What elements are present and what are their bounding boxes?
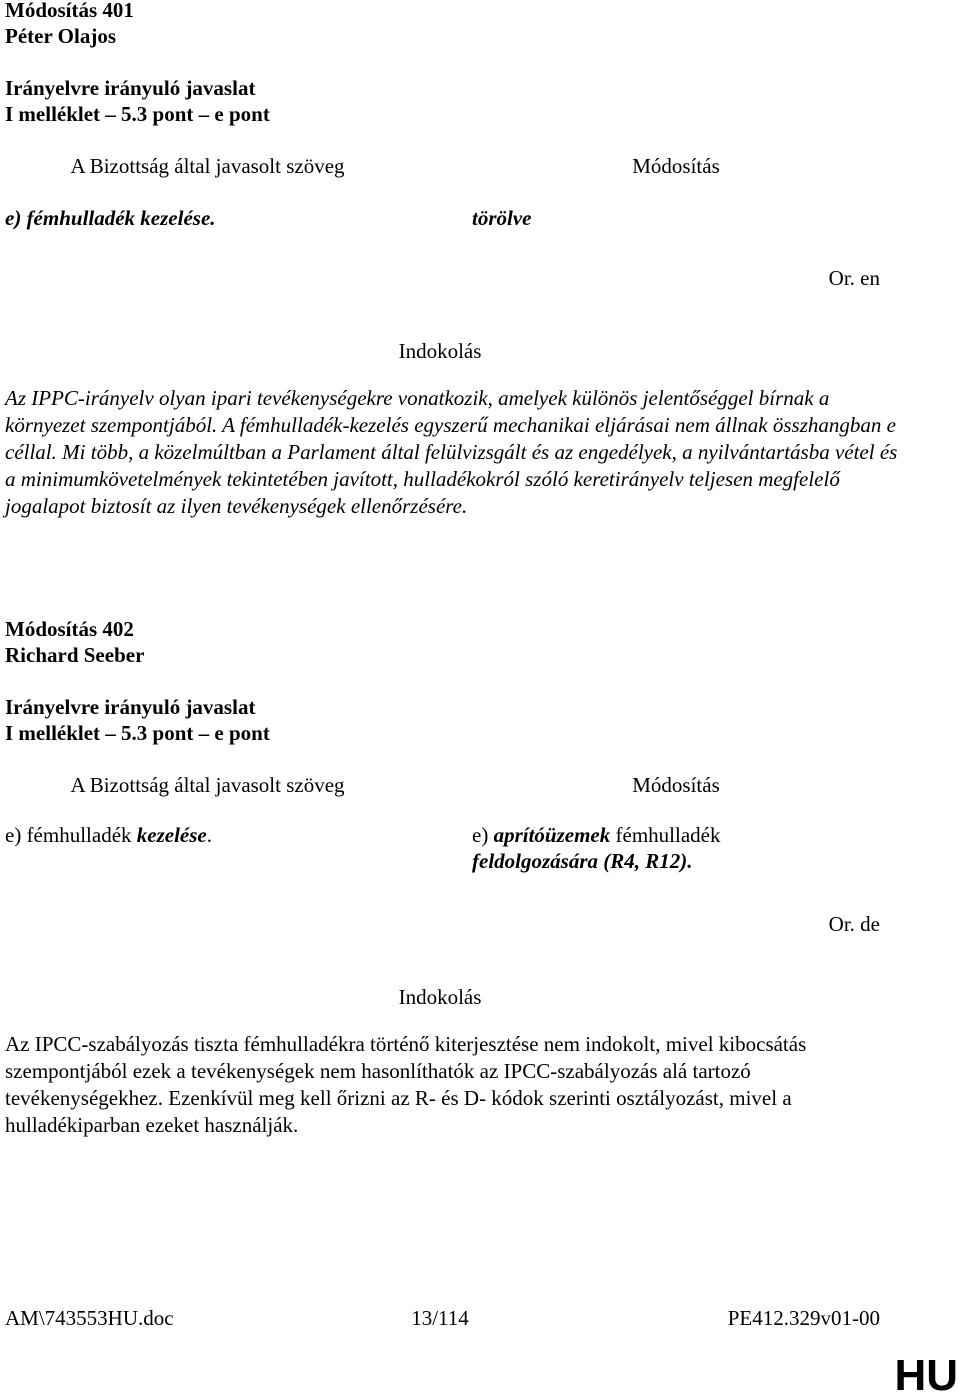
amendment-401-justification [5, 385, 905, 520]
amendment-402-right-text [472, 822, 892, 874]
amendment-402-author: Richard Seeber [5, 643, 145, 667]
amendment-401-left-text: e) fémhulladék kezelése. [5, 206, 216, 230]
amendment-402-left-bold: kezelése [136, 823, 207, 847]
footer-document-reference: AM\743553HU.doc [5, 1306, 174, 1330]
amendment-402-proposal: Irányelvre irányuló javaslat [5, 695, 256, 719]
amendment-401-justification-part2: Mi több, a közelmúltban a Parlament által felülvizsgált és az engedélyek, a nyilvántartásba vétel és a minimumkövetelmények tekintetében javított, hulladékokról szóló keretirányelv teljesen megfelelő jogalapot biztosít az ilyen tevékenységek ellenőrzésére. [5, 440, 898, 518]
amendment-402-left-end: . [206, 823, 212, 847]
amendment-401-author: Péter Olajos [5, 24, 116, 48]
amendment-401-proposal: Irányelvre irányuló javaslat [5, 76, 256, 100]
amendment-401-col-right-header: Módosítás [632, 154, 720, 178]
amendment-402-reference: I melléklet – 5.3 pont – e pont [5, 721, 270, 745]
amendment-401-reference: I melléklet – 5.3 pont – e pont [5, 102, 270, 126]
amendment-402-left-plain: e) fémhulladék [5, 823, 137, 847]
amendment-402-right-plain1: e) [472, 823, 494, 847]
amendment-401-original-language: Or. en [828, 266, 880, 290]
amendment-402-left-text [5, 822, 212, 848]
amendment-401-col-left-header: A Bizottság által javasolt szöveg [70, 154, 345, 178]
amendment-402-col-right-header: Módosítás [632, 773, 720, 797]
footer-language-code: HU [894, 1351, 958, 1400]
amendment-402-justification-title: Indokolás [398, 985, 482, 1009]
amendment-401-justification-part1: Az IPPC-irányelv olyan ipari tevékenységekre vonatkozik, amelyek különös jelentőséggel bírnak a környezet szempontjából. A fémhulladék-kezelés egyszerű mechanikai eljárásai nem állnak összhangban e céllal. [5, 386, 896, 464]
amendment-401-right-text: törölve [472, 206, 532, 230]
amendment-402-right-bold2: feldolgozására (R4, R12). [472, 849, 693, 873]
amendment-402-justification: Az IPCC-szabályozás tiszta fémhulladékra történő kiterjesztése nem indokolt, mivel kibocsátás szempontjából ezek a tevékenységek nem hasonlíthatók az IPCC-szabályozás alá tartozó tevékenységekhez. Ezenkívül meg kell őrizni az R- és D- kódok szerinti osztályozást, mivel a hulladékiparban ezeket használják. [5, 1032, 807, 1137]
amendment-402-right-bold1: aprítóüzemek [493, 823, 611, 847]
amendment-402-right-plain2: fémhulladék [610, 823, 721, 847]
amendment-402-number: Módosítás 402 [5, 617, 134, 641]
footer-pe-reference: PE412.329v01-00 [727, 1306, 880, 1330]
amendment-401-justification-title: Indokolás [398, 339, 482, 363]
footer-page-number: 13/114 [411, 1306, 469, 1330]
amendment-401-number: Módosítás 401 [5, 0, 134, 22]
amendment-402-original-language: Or. de [828, 912, 880, 936]
amendment-402-col-left-header: A Bizottság által javasolt szöveg [70, 773, 345, 797]
